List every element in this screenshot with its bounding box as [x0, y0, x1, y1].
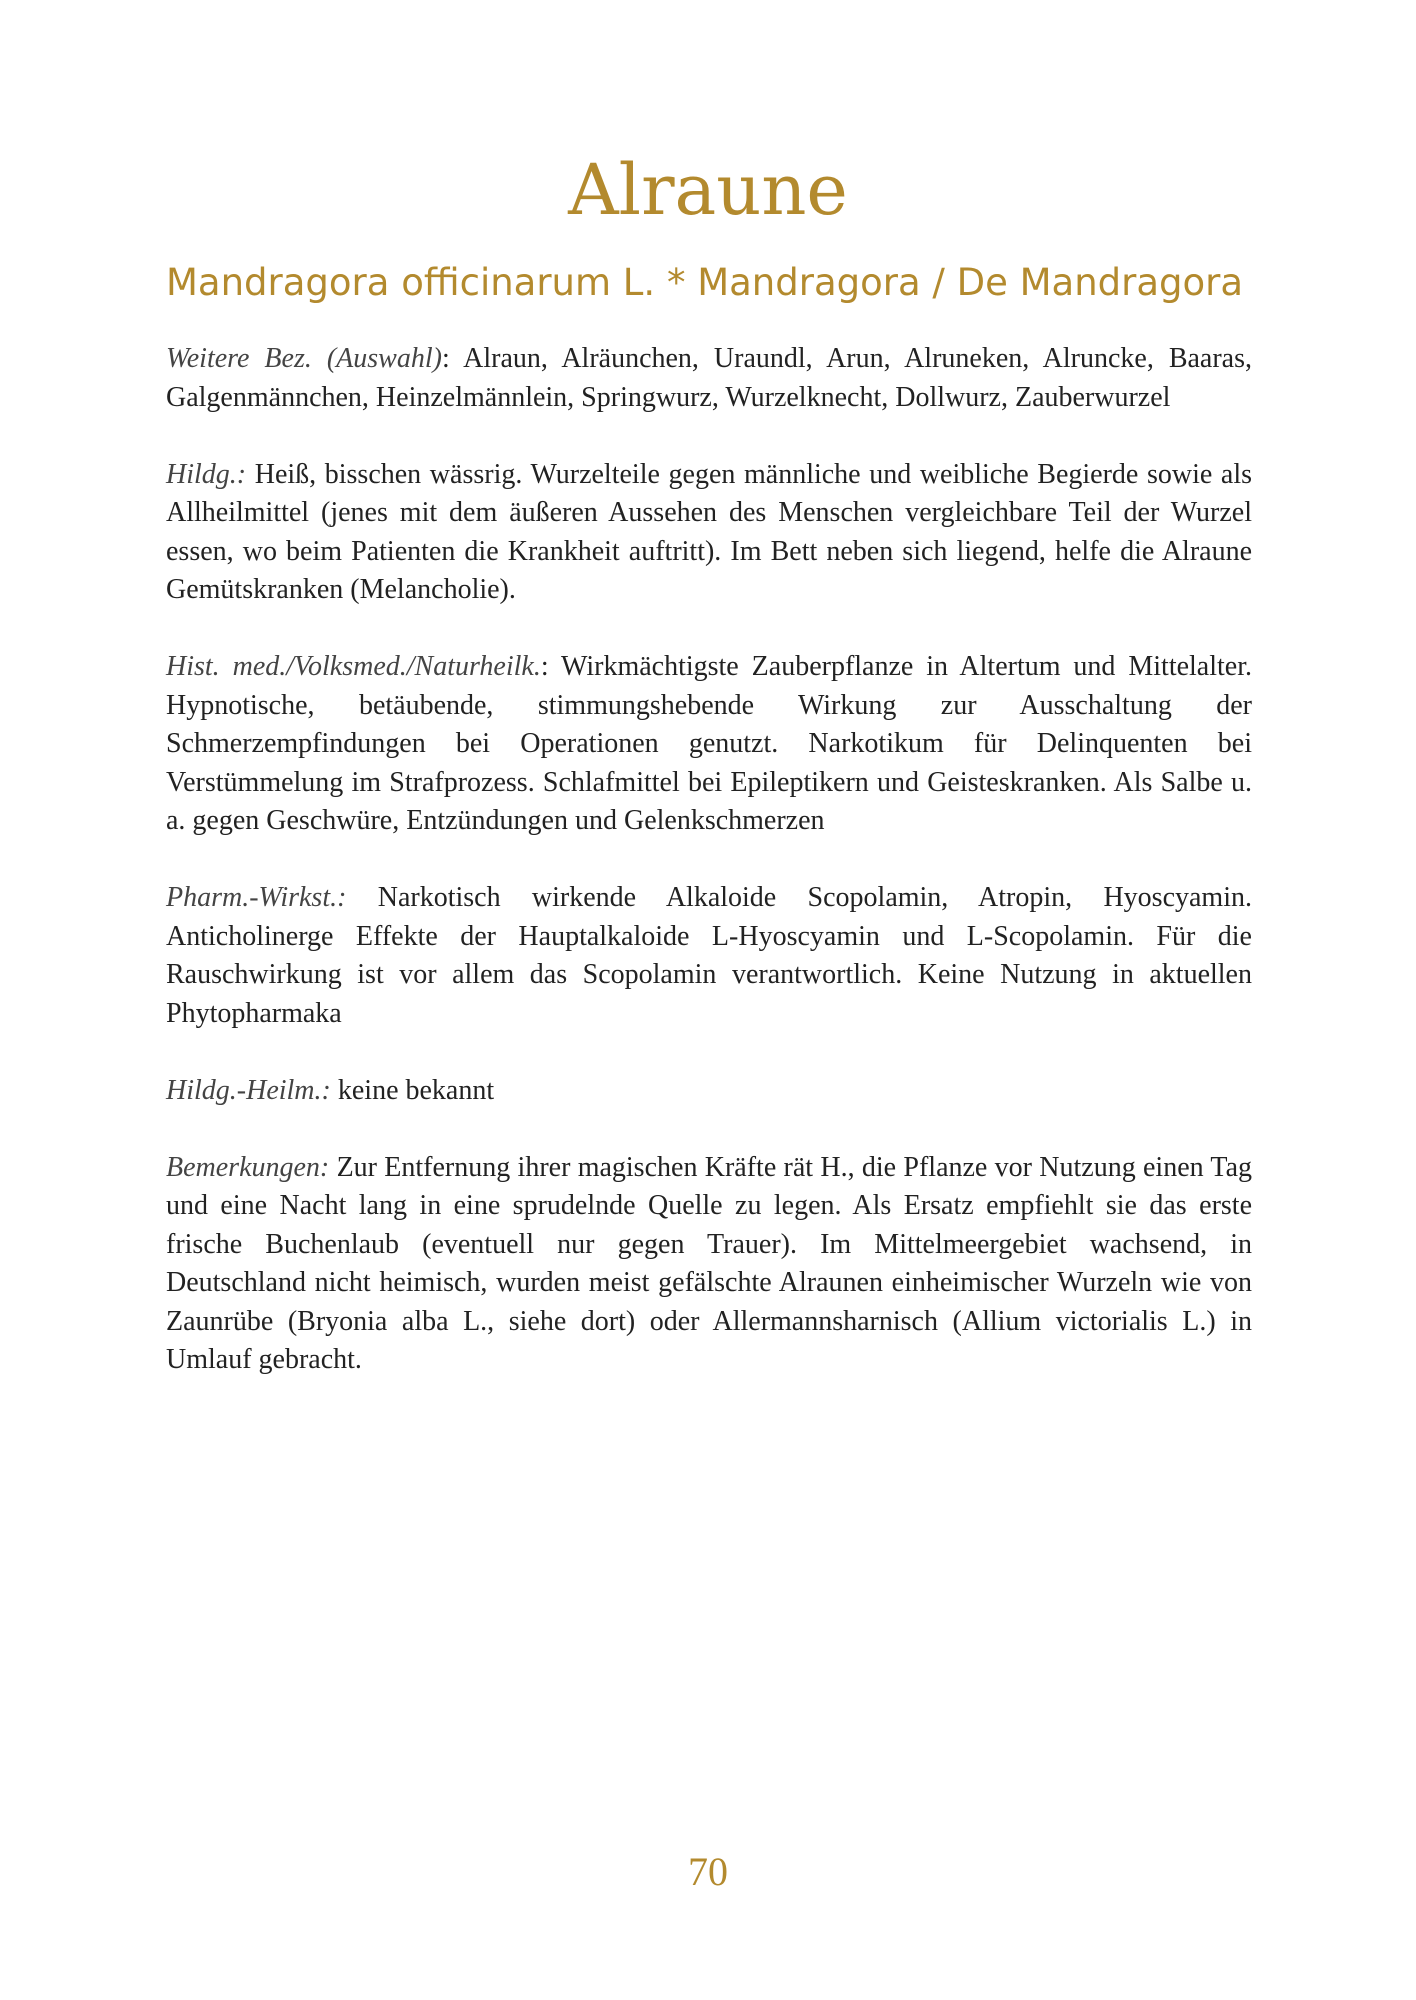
entry-text: Heiß, bisschen wässrig. Wurzelteile gegen männliche und weibliche Begierde sowie als Allheilmittel (jenes mit dem äußeren Aussehen des Menschen vergleichbare Teil der Wurzel essen, wo beim Patienten die Krankheit auftritt). Im Bett neben sich liegend, helfe die Alraune Gemütskranken (Melancholie). [166, 458, 1252, 605]
entry-text: : Wirkmächtigste Zauberpflanze in Altertum und Mittelalter. Hypnotische, betäubende, stimmungshebende Wirkung zur Ausschaltung der Schmerzempfindungen bei Operationen genutzt. Narkotikum für Delinquenten bei Verstümmelung im Strafprozess. Schlafmittel bei Epileptikern und Geisteskranken. Als Salbe u. a. gegen Geschwüre, Entzündungen und Gelenkschmerzen [166, 651, 1252, 836]
page-subtitle: Mandragora officinarum L. * Mandragora / De Mandragora [166, 261, 1244, 304]
entry-label: Pharm.-Wirkst.: [166, 882, 347, 913]
entry-label: Hildg.-Heilm.: [166, 1074, 331, 1106]
entry-other-names [166, 340, 1252, 417]
entry-body [166, 340, 1252, 1418]
entry-pharmacology [166, 879, 1252, 1033]
entry-history [166, 648, 1252, 841]
entry-remedies [166, 1072, 1252, 1111]
entry-label: Bemerkungen: [166, 1151, 330, 1183]
entry-text: : Alraun, Alräunchen, Uraundl, Arun, Alruneken, Alruncke, Baaras, Galgenmännchen, Heinzelmännlein, Springwurz, Wurzelknecht, Dollwurz, Zauberwurzel [166, 343, 1253, 413]
entry-label: Hist. med./Volksmed./Naturheilk. [166, 651, 541, 682]
page-number: 70 [688, 1849, 728, 1894]
entry-remarks [166, 1149, 1252, 1380]
entry-text: Zur Entfernung ihrer magischen Kräfte rät H., die Pflanze vor Nutzung einen Tag und eine Nacht lang in eine sprudelnde Quelle zu legen. Als Ersatz empfiehlt sie das erste frische Buchenlaub (eventuell nur gegen Trauer). Im Mittelmeergebiet wachsend, in Deutschland nicht heimisch, wurden meist gefälschte Alraunen einheimischer Wurzeln wie von Zaunrübe (Bryonia alba L., siehe dort) oder Allermannsharnisch (Allium victorialis L.) in Umlauf gebracht. [166, 1151, 1252, 1375]
page-title: Alraune [568, 149, 848, 231]
entry-text: Narkotisch wirkende Alkaloide Scopolamin, Atropin, Hyoscyamin. Anticholinerge Effekte der Hauptalkaloide L-Hyoscyamin und L-Scopolamin. Für die Rauschwirkung ist vor allem das Scopolamin verantwortlich. Keine Nutzung in aktuellen Phytopharmaka [166, 882, 1252, 1029]
entry-text: keine bekannt [330, 1074, 495, 1106]
entry-hildegard [166, 456, 1252, 610]
entry-label: Weitere Bez. (Auswahl) [166, 343, 442, 374]
entry-label: Hildg.: [166, 458, 247, 490]
